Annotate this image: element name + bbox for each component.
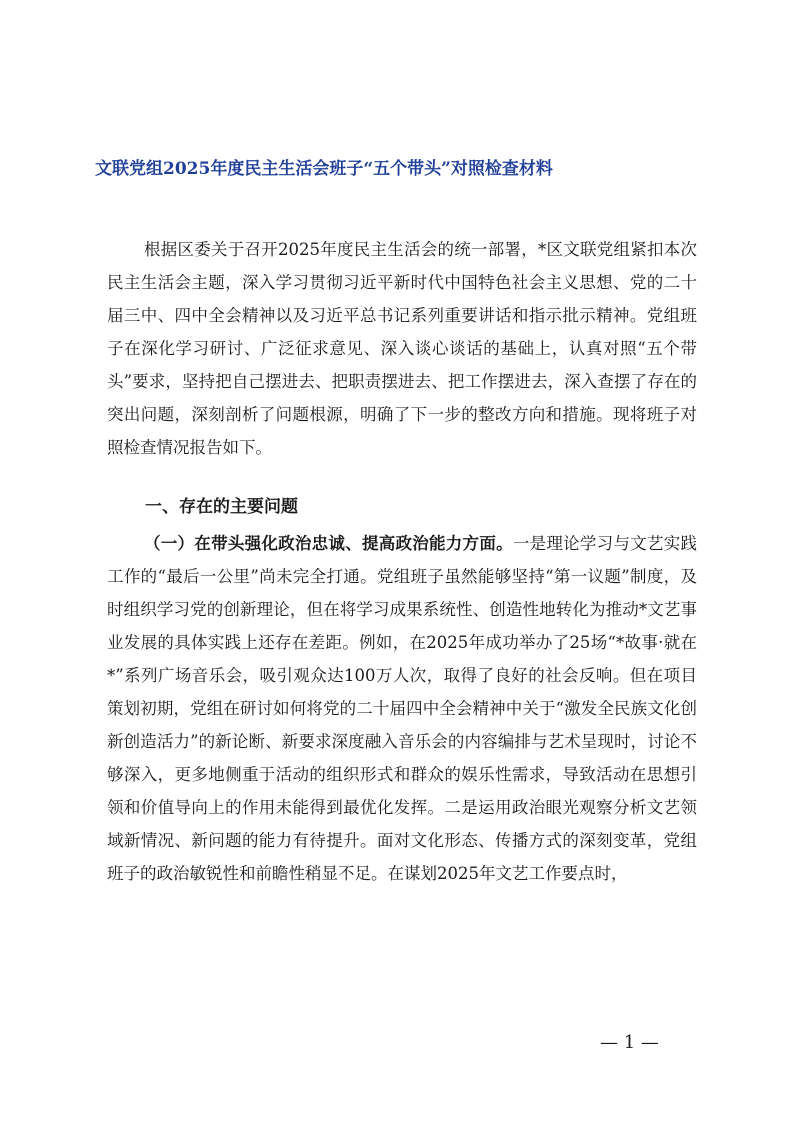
intro-paragraph: 根据区委关于召开2025年度民主生活会的统一部署，*区文联党组紧扣本次民主生活会主题，深入学习贯彻习近平新时代中国特色社会主义思想、党的二十届三中、四中全会精神以及习近平总书记系列重要讲话和指示批示精神。党组班子在深化学习研讨、广泛征求意见、深入谈心谈话的基础上，认真对照“五个带头”要求，坚持把自己摆进去、把职责摆进去、把工作摆进去，深入查摆了存在的突出问题，深刻剖析了问题根源，明确了下一步的整改方向和措施。现将班子对照检查情况报告如下。 [107,240,697,457]
subsection-body: 一是理论学习与文艺实践工作的“最后一公里”尚未完全打通。党组班子虽然能够坚持“第一议题”制度，及时组织学习党的创新理论，但在将学习成果系统性、创造性地转化为推动*文艺事业发展的具体实践上还存在差距。例如，在2025年成功举办了25场“*故事·就在*”系列广场音乐会，吸引观众达100万人次，取得了良好的社会反响。但在项目策划初期，党组在研讨如何将党的二十届四中全会精神中关于“激发全民族文化创新创造活力”的新论断、新要求深度融入音乐会的内容编排与艺术呈现时，讨论不够深入，更多地侧重于活动的组织形式和群众的娱乐性需求，导致活动在思想引领和价值导向上的作用未能得到最优化发挥。二是运用政治眼光观察分析文艺领域新情况、新问题的能力有待提升。面对文化形态、传播方式的深刻变革，党组班子的政治敏锐性和前瞻性稍显不足。在谋划2025年文艺工作要点时， [107,534,697,883]
document-title: 文联党组2025年度民主生活会班子“五个带头”对照检查材料 [95,159,553,179]
section-heading: 一、存在的主要问题 [145,497,298,517]
subsection-paragraph [107,527,697,890]
page-number: — 1 — [600,1032,659,1053]
subsection-lead: （一）在带头强化政治忠诚、提高政治能力方面。 [144,534,513,553]
